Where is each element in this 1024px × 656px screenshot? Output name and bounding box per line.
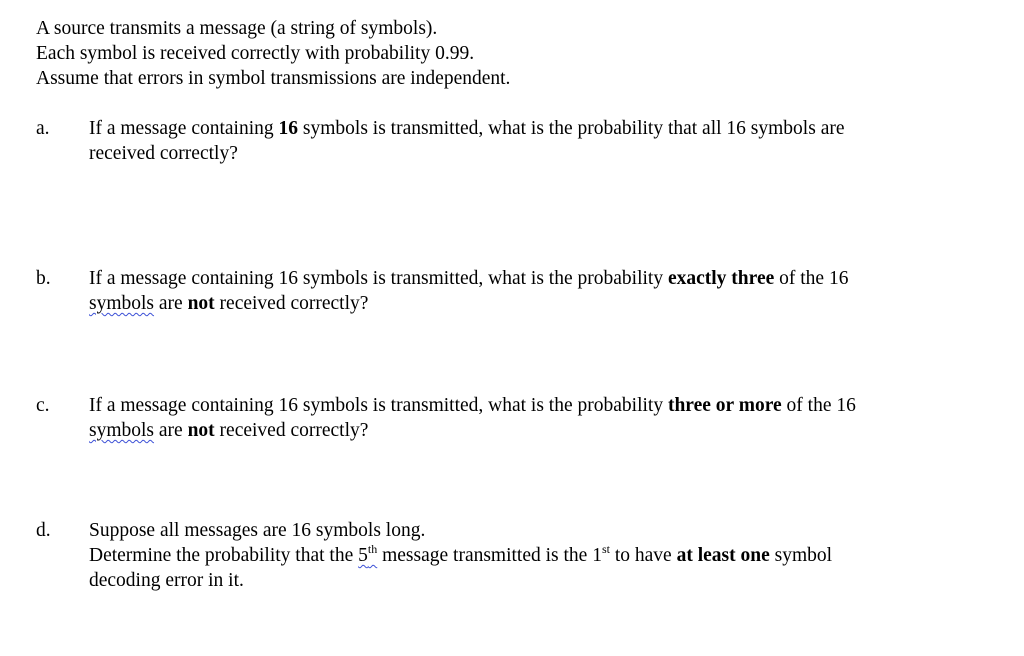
question-d-text (89, 518, 989, 593)
question-d-text-segment: symbol (769, 545, 833, 566)
question-c-text-segment: are (154, 420, 188, 441)
question-d-line-2 (89, 543, 989, 568)
intro-line-1: A source transmits a message (a string of symbols). (36, 18, 438, 39)
question-b-label: b. (36, 268, 51, 289)
question-b-text-segment: are (154, 293, 188, 314)
question-b-text-segment: received correctly? (214, 293, 369, 314)
question-d-line-1: Suppose all messages are 16 symbols long. (89, 520, 426, 541)
ordinal-number: 5 (358, 545, 368, 566)
question-b-line-2 (89, 291, 989, 316)
question-c-text-segment: received correctly? (214, 420, 369, 441)
question-a-text (89, 116, 989, 166)
intro-line-3: Assume that errors in symbol transmissions are independent. (36, 68, 511, 89)
question-a-line-2: received correctly? (89, 143, 238, 164)
question-c-text-segment: of the 16 (781, 395, 856, 416)
ordinal-suffix: th (367, 541, 378, 556)
question-b-emphasis-not: not (187, 293, 215, 314)
question-b-text (89, 266, 989, 316)
spellcheck-flagged-ordinal (358, 541, 378, 566)
ordinal-suffix: st (601, 541, 610, 556)
spellcheck-flagged-word: symbols (89, 420, 155, 441)
question-a-text-segment: symbols is transmitted, what is the probability that all 16 symbols are (298, 118, 845, 139)
question-d-text-segment: message transmitted is the 1 (377, 545, 602, 566)
question-d-line-3: decoding error in it. (89, 570, 244, 591)
question-a-label: a. (36, 118, 50, 139)
question-c-emphasis: three or more (667, 395, 782, 416)
question-b-emphasis: exactly three (667, 268, 775, 289)
question-c-line-1 (89, 393, 989, 418)
question-c-line-2 (89, 418, 989, 443)
question-a-line-1 (89, 116, 989, 141)
question-d-text-segment: Determine the probability that the (89, 545, 359, 566)
question-a-text-segment: If a message containing (89, 118, 279, 139)
question-d-emphasis: at least one (676, 545, 770, 566)
question-b-text-segment: If a message containing 16 symbols is transmitted, what is the probability (89, 268, 668, 289)
question-c-text (89, 393, 989, 443)
question-c-text-segment: If a message containing 16 symbols is transmitted, what is the probability (89, 395, 668, 416)
question-a-emphasis: 16 (278, 118, 299, 139)
question-d-label: d. (36, 520, 51, 541)
question-d-text-segment: to have (609, 545, 677, 566)
intro-line-2: Each symbol is received correctly with probability 0.99. (36, 43, 475, 64)
question-c-label: c. (36, 395, 50, 416)
problem-intro (36, 16, 510, 91)
question-b-line-1 (89, 266, 989, 291)
question-b-text-segment: of the 16 (774, 268, 849, 289)
spellcheck-flagged-word: symbols (89, 293, 155, 314)
question-c-emphasis-not: not (187, 420, 215, 441)
